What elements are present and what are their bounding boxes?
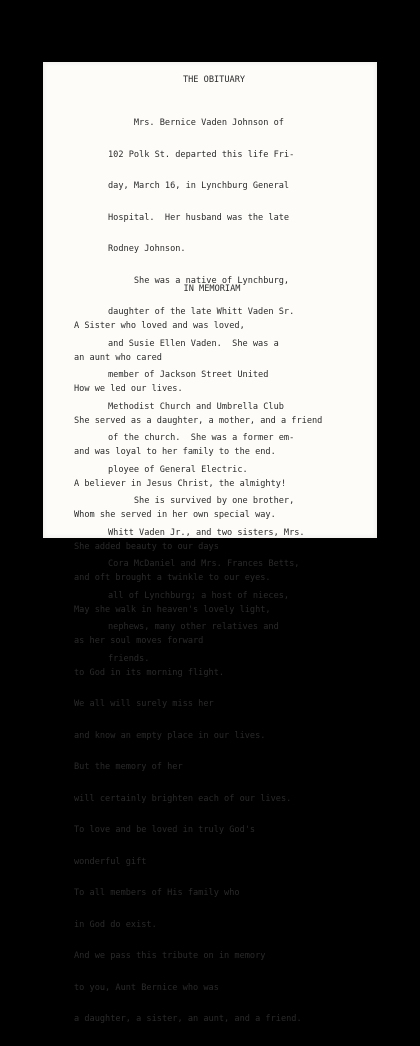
obituary-line: member of Jackson Street United bbox=[108, 370, 269, 380]
obituary-line: all of Lynchburg; a host of nieces, bbox=[108, 590, 290, 601]
poem-line: and oft brought a twinkle to our eyes. bbox=[74, 573, 271, 583]
obituary-line: She was a native of Lynchburg, bbox=[108, 275, 290, 286]
obituary-line: Methodist Church and Umbrella Club bbox=[108, 401, 284, 412]
poem-line: as her soul moves forward bbox=[74, 636, 204, 646]
poem-line: How we led our lives. bbox=[74, 384, 183, 394]
poem-line: We all will surely miss her bbox=[74, 699, 214, 709]
poem-line: To all members of His family who bbox=[74, 888, 240, 898]
obituary-line: day, March 16, in Lynchburg General bbox=[108, 181, 290, 191]
poem-line: To love and be loved in truly God's bbox=[74, 825, 256, 835]
obituary-line: ployee of General Electric. bbox=[108, 464, 248, 475]
poem-line: A believer in Jesus Christ, the almighty! bbox=[74, 478, 287, 489]
obituary-line: and Susie Ellen Vaden. She was a bbox=[108, 338, 279, 349]
poem-line: And we pass this tribute on in memory bbox=[74, 951, 266, 961]
obituary-line: Rodney Johnson. bbox=[108, 244, 186, 254]
poem-line: But the memory of her bbox=[74, 762, 183, 772]
document-page bbox=[43, 62, 377, 1024]
poem-line: to God in its morning flight. bbox=[74, 667, 225, 678]
obituary-line: Cora McDaniel and Mrs. Frances Betts, bbox=[108, 559, 300, 569]
poem-line: She served as a daughter, a mother, and a friend bbox=[74, 415, 323, 426]
obituary-line: nephews, many other relatives and bbox=[108, 622, 279, 632]
poem-line: wonderful gift bbox=[74, 856, 147, 867]
poem-line: to you, Aunt Bernice who was bbox=[74, 982, 219, 993]
poem-line: an aunt who cared bbox=[74, 352, 162, 363]
obituary-line: She is survived by one brother, bbox=[108, 496, 295, 506]
obituary-line: daughter of the late Whitt Vaden Sr. bbox=[108, 307, 295, 317]
obituary-line: of the church. She was a former em- bbox=[108, 433, 295, 443]
obituary-line: Whitt Vaden Jr., and two sisters, Mrs. bbox=[108, 527, 305, 538]
obituary-line: 102 Polk St. departed this life Fri- bbox=[108, 149, 295, 160]
poem-line: in God do exist. bbox=[74, 919, 157, 930]
poem-line: and was loyal to her family to the end. bbox=[74, 447, 276, 457]
poem-line: a daughter, a sister, an aunt, and a friend. bbox=[74, 1014, 302, 1024]
poem-line: May she walk in heaven's lovely light, bbox=[74, 604, 271, 615]
poem-line: A Sister who loved and was loved, bbox=[74, 321, 245, 331]
obituary-line: Mrs. Bernice Vaden Johnson of bbox=[108, 118, 284, 128]
obituary-line: Hospital. Her husband was the late bbox=[108, 212, 290, 223]
obituary-line: friends. bbox=[108, 653, 150, 664]
poem-line: and know an empty place in our lives. bbox=[74, 730, 266, 741]
memoriam-poem bbox=[74, 300, 322, 1046]
memoriam-title: IN MEMORIAM bbox=[183, 284, 241, 294]
obituary-title: THE OBITUARY bbox=[182, 75, 246, 85]
poem-line: will certainly brighten each of our lives. bbox=[74, 793, 292, 804]
poem-line: Whom she served in her own special way. bbox=[74, 510, 276, 520]
poem-line: She added beauty to our days bbox=[74, 541, 219, 552]
